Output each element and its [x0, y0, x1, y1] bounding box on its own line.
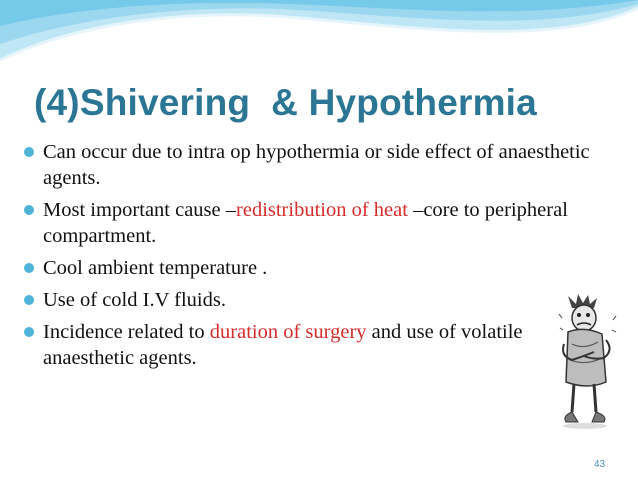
bullet-text-pre: Incidence related to [43, 321, 210, 343]
bullet-icon [24, 327, 34, 337]
bullet-item [22, 319, 612, 371]
bullet-item [22, 255, 612, 281]
header-wave-decoration [0, 0, 638, 80]
bullet-text: Cool ambient temperature . [43, 257, 268, 279]
bullet-icon [24, 205, 34, 215]
bullet-item [22, 197, 612, 249]
shivering-man-illustration [558, 294, 618, 432]
page-number: 43 [594, 459, 606, 470]
bullet-item [22, 287, 612, 313]
slide-title: (4)Shivering & Hypothermia [34, 82, 537, 123]
bullet-text-post: and use of volatile anaesthetic agents. [43, 321, 523, 369]
bullet-icon [24, 147, 34, 157]
bullet-list [22, 139, 612, 377]
bullet-highlight: redistribution of heat [236, 199, 408, 221]
bullet-highlight: duration of surgery [209, 321, 367, 343]
bullet-icon [24, 295, 34, 305]
bullet-text-pre: Most important cause – [43, 199, 237, 221]
bullet-text: Can occur due to intra op hypothermia or side effect of anaesthetic agents. [43, 141, 590, 189]
bullet-icon [24, 263, 34, 273]
bullet-text-post: –core to peripheral compartment. [43, 199, 568, 247]
bullet-text: Use of cold I.V fluids. [43, 289, 226, 311]
bullet-item [22, 139, 612, 191]
